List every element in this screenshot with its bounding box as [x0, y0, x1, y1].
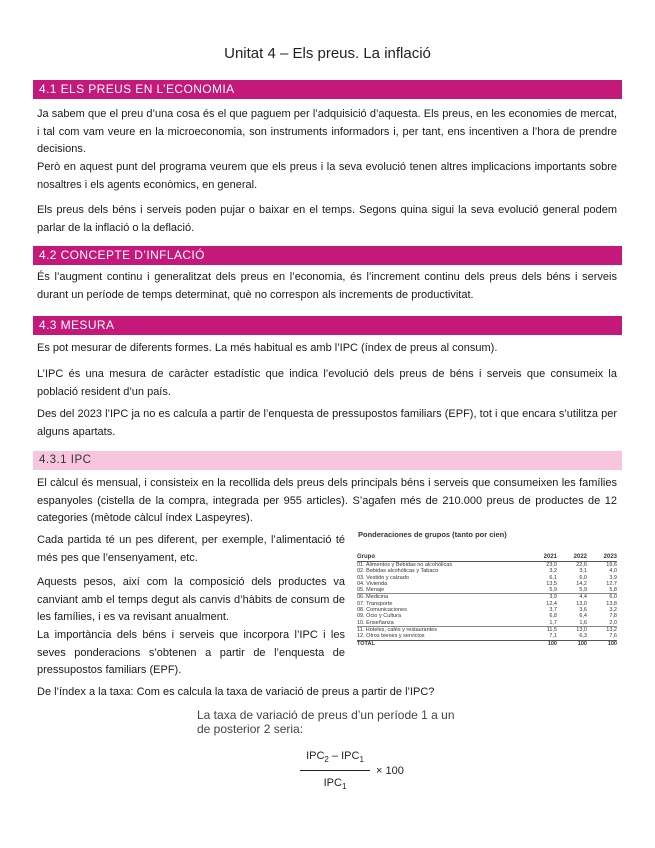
- table-cell: 22,6: [576, 562, 587, 568]
- table-cell: 11,5: [546, 626, 557, 633]
- table-cell: 100: [557, 640, 587, 647]
- table-cell: 13,2: [606, 626, 617, 633]
- formula-subscript: 2: [324, 755, 329, 765]
- formula-subscript: 1: [359, 755, 364, 765]
- table-cell: TOTAL: [357, 640, 527, 647]
- table-row: [357, 594, 617, 601]
- table-cell: 6,4: [579, 613, 587, 620]
- table-cell: 09. Ocio y Cultura: [357, 613, 402, 620]
- section-heading-4-3-1: 4.3.1 IPC: [33, 451, 622, 470]
- paragraph: Però en aquest punt del programa veurem que els preus i la seva evolució tenen altres implicacions importants sobre nosaltres i els agents econòmics, en general.: [37, 161, 617, 191]
- table-cell: 2,0: [587, 620, 617, 627]
- table-cell: 6,3: [579, 633, 587, 640]
- table-cell: 13,0: [576, 626, 587, 633]
- table-cell: 23,0: [546, 562, 557, 568]
- formula-denominator: [300, 777, 370, 791]
- table-cell: 14,2: [576, 580, 587, 587]
- formula-numerator: [300, 750, 370, 767]
- table-row: [357, 620, 617, 627]
- table-cell: 01. Alimentos y Bebidas no alcohólicas: [357, 562, 453, 568]
- table-cell: 07. Transporte: [357, 600, 393, 607]
- table-cell: 7,1: [549, 633, 557, 640]
- paragraph: Des del 2023 l’IPC ja no es calcula a partir de l’enquesta de pressupostos familiars (EPF), tot i que encara s’utilitza per alguns apartats.: [37, 408, 617, 438]
- table-cell: 7,6: [609, 633, 617, 640]
- table-cell: 6,0: [609, 594, 617, 601]
- paragraph: El càlcul és mensual, i consisteix en la recollida dels preus dels principals béns i serveis que consumeixen les famílies espanyoles (cistella de la compra, integrada per 955 articles). S’agafen més de 210.000 preus de productes de 12 categories (mètode càlcul índex Laspeyres).: [37, 477, 617, 524]
- paragraph: Ja sabem que el preu d’una cosa és el que paguem per l’adquisició d’aquesta. Els preus, en les economies de mercat, i tal com vam veure en la microeconomia, son instruments informadors i, per tant, ens incentiven a l’hora de prendre decisions.: [37, 108, 617, 155]
- price-change-formula: [300, 750, 370, 791]
- formula-multiplier: × 100: [376, 765, 404, 777]
- table-cell: 3,9: [609, 574, 617, 581]
- section-heading-4-3: 4.3 MESURA: [33, 316, 622, 335]
- table-row: [357, 626, 617, 633]
- paragraph: De l’índex a la taxa: Com es calcula la taxa de variació de preus a partir de l’IPC?: [37, 686, 435, 698]
- table-cell: 3,2: [609, 607, 617, 614]
- table-cell: 4,4: [579, 594, 587, 601]
- table-cell: 6,0: [579, 574, 587, 581]
- paragraph: Cada partida té un pes diferent, per exemple, l’alimentació té més pes que l’ensenyament, etc.: [37, 534, 345, 564]
- page-title: Unitat 4 – Els preus. La inflació: [224, 45, 431, 62]
- table-row: [357, 562, 617, 569]
- paragraph: És l’augment continu i generalitzat dels preus en l’economia, és l’increment continu dels preus dels béns i serveis durant un període de temps determinat, què no correspon als increments de productivitat.: [37, 271, 617, 301]
- section-heading-4-2: 4.2 CONCEPTE D’INFLACIÓ: [33, 246, 622, 265]
- table-cell: 100: [527, 640, 557, 647]
- table-header: 2021: [527, 553, 557, 562]
- section-heading-4-1: 4.1 ELS PREUS EN L’ECONOMIA: [33, 80, 622, 99]
- table-cell: 13,0: [576, 600, 587, 607]
- table-cell: 6,8: [549, 613, 557, 620]
- table-cell: 12. Otros bienes y servicios: [357, 633, 425, 640]
- table-cell: 100: [587, 640, 617, 647]
- table-cell: 13,8: [606, 600, 617, 607]
- formula-subscript: 1: [341, 782, 347, 792]
- table-cell: 10. Enseñanza: [357, 620, 527, 627]
- table-cell: 05. Menaje: [357, 587, 527, 594]
- weights-table-title: Ponderaciones de grupos (tanto por cien): [358, 530, 507, 539]
- paragraph: L’IPC és una mesura de caràcter estadístic que indica l’evolució dels preus de béns i serveis que consumeix la població resident d’un país.: [37, 368, 617, 398]
- table-cell: 12,4: [546, 600, 557, 607]
- weights-table: [357, 553, 617, 647]
- table-cell: 19,6: [606, 562, 617, 568]
- table-cell: 3,7: [549, 607, 557, 614]
- table-row: [357, 633, 617, 640]
- table-cell: 5,8: [587, 587, 617, 594]
- table-header: 2023: [587, 553, 617, 562]
- table-cell: 6,1: [549, 574, 557, 581]
- table-cell: 3,6: [579, 607, 587, 614]
- table-cell: 4,0: [609, 568, 617, 575]
- table-row-total: [357, 640, 617, 647]
- table-cell: 7,8: [609, 613, 617, 620]
- paragraph: Aquests pesos, així com la composició dels productes va canviant amb el temps degut als canvis d’hàbits de consum de les famílies, i es va revisant anualment.: [37, 576, 345, 623]
- table-cell: 5,9: [557, 587, 587, 594]
- table-row: [357, 587, 617, 594]
- formula-operator: –: [328, 750, 342, 762]
- formula-term: IPC: [306, 750, 325, 762]
- formula-term: IPC: [341, 750, 360, 762]
- table-header: 2022: [557, 553, 587, 562]
- formula-intro: La taxa de variació de preus d’un període 1 a un de posterior 2 seria:: [197, 708, 455, 736]
- table-cell: 03. Vestido y calzado: [357, 574, 409, 581]
- table-header: Grupo: [357, 553, 527, 562]
- table-cell: 06. Medicina: [357, 594, 389, 601]
- table-cell: 13,5: [546, 580, 557, 587]
- table-cell: 02. Bebidas alcohólicas y Tabaco: [357, 568, 439, 575]
- table-cell: 3,9: [549, 594, 557, 601]
- table-cell: 1,7: [527, 620, 557, 627]
- table-cell: 3,2: [549, 568, 557, 575]
- table-cell: 5,9: [527, 587, 557, 594]
- paragraph: Es pot mesurar de diferents formes. La més habitual es amb l’IPC (índex de preus al consum).: [37, 342, 498, 354]
- table-cell: 3,1: [579, 568, 587, 575]
- table-cell: 11. Hoteles, cafés y restaurantes: [357, 626, 437, 633]
- paragraph: Els preus dels béns i serveis poden pujar o baixar en el temps. Segons quina sigui la seva evolució general podem parlar de la inflació o la deflació.: [37, 204, 617, 234]
- table-cell: 08. Comunicaciones: [357, 607, 407, 614]
- table-cell: 04. Vivienda: [357, 580, 388, 587]
- table-cell: 12,7: [606, 580, 617, 587]
- table-cell: 1,6: [557, 620, 587, 627]
- paragraph: La importància dels béns i serveis que incorpora l’IPC i les seves ponderacions s’obtenen a partir de l’enquesta de pressupostos familiars (EPF).: [37, 629, 345, 676]
- formula-term: IPC: [323, 777, 342, 790]
- fraction-line: [300, 770, 370, 771]
